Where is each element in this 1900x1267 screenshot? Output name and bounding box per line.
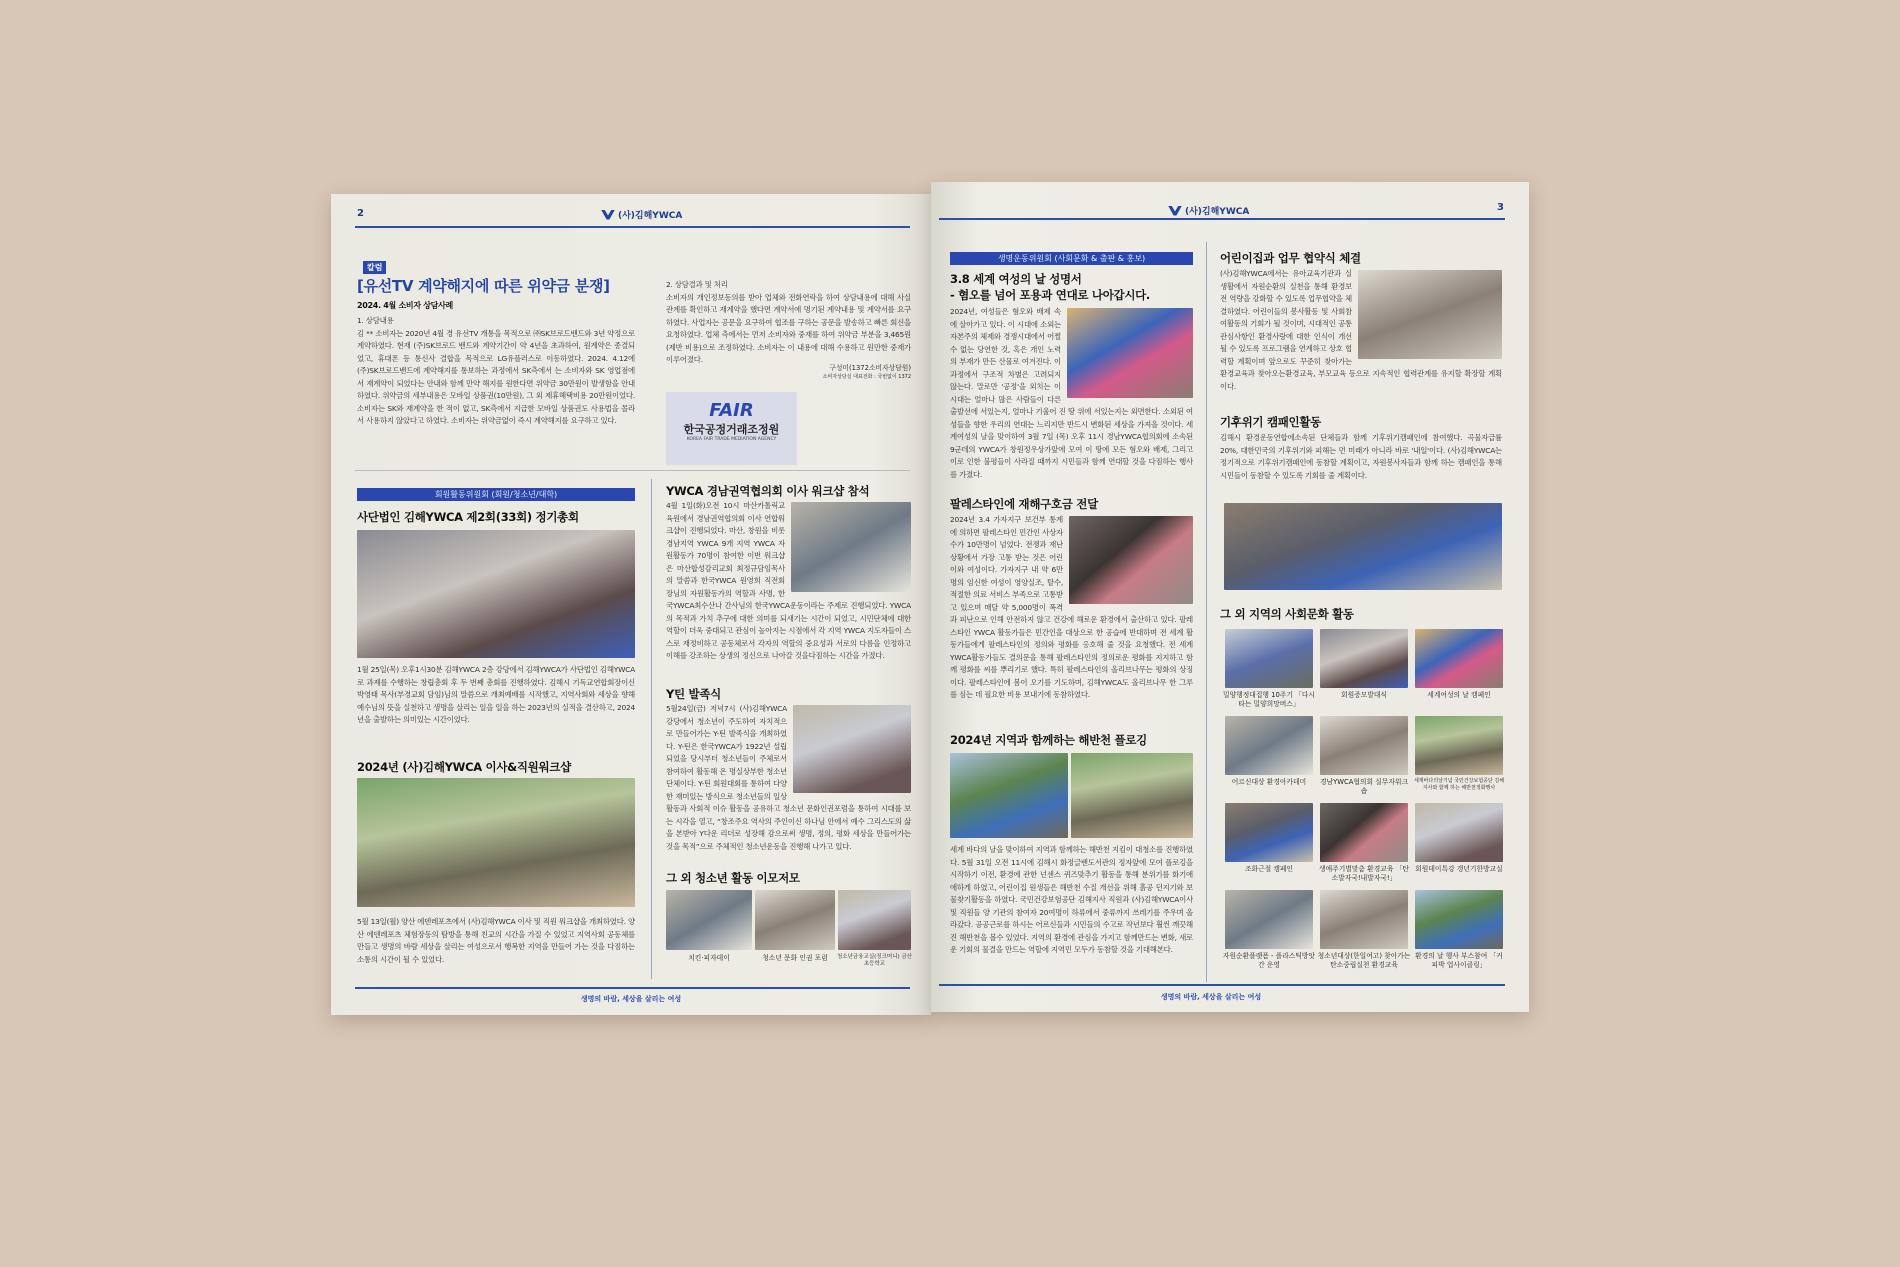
article-block (666, 703, 911, 853)
article-block (950, 306, 1193, 481)
article-body: (사)김해YWCA에서는 유아교육기관과 실생활에서 자원순환의 실천을 통해 환경보전 역량을 강화할 수 있도록 업무협약을 체결하였다. 어린이들의 봉사활동 및 사회참여활동의 기회가 될 것이며, 시대적인 공통 관심사항인 환경사랑에 대한 인식이 개선될 수 있도록 프로그램을 연계하고 상호 협력할 계획이며 앞으로도 꾸준히 찾아가는 환경교육과 찾아오는환경교육, 부모교육 등으로 지속적인 협력관계를 유지할 확장할 계획이다. (1220, 269, 1502, 391)
photo-caption: 세계바다의날기념 국민건강보험공단 김해지사와 함께 하는 해반천정화행사 (1413, 778, 1505, 791)
logo-text: (사)김해YWCA (618, 211, 683, 221)
column-badge: 칼럼 (363, 261, 386, 274)
page-number: 2 (357, 208, 364, 219)
activity-photo (1415, 803, 1503, 862)
photo-caption: 경남YWCA협의회 실무자워크숍 (1319, 778, 1409, 795)
activity-photo (1225, 890, 1313, 949)
ywca-emblem-icon (601, 210, 615, 220)
article-title: 그 외 청소년 활동 이모저모 (666, 871, 800, 885)
article-body: 1월 25일(목) 오후1시30분 김해YWCA 2층 강당에서 김해YWCA가 사단법인 김해YWCA로 과제를 수행하는 창립총회 후 두 번째 총회를 진행하였다. 김해시 기독교연합회장이신 박영태 목사(부경교회 담임)님의 말씀으로 개최예배를 시작했고, 지역사회와 세상을 향해 예수님의 뜻을 실천하고 생명을 살리는 일을 일을 하는 2023년의 실적을 결산하고, 2024년을 출발하는 의미있는 시간이었다. (357, 665, 635, 724)
footer-slogan: 생명의 바람, 세상을 살리는 여성 (1160, 993, 1262, 1001)
article-title: 그 외 지역의 사회문화 활동 (1220, 607, 1354, 621)
column-divider (651, 479, 652, 979)
section-1-body: 김 ** 소비자는 2020년 4월 경 유선TV 개통을 목적으로 ㈜SK브로드밴드와 3년 약정으로 계약하였다. 현재 (주)SK브로드 밴드와 계약기간이 약 4년을 초과하여, 원계약은 종결되었고, 휴대폰 등 통신사 결합을 목적으로 LG유플러스로 이동하였다. 2024. 4.12에 (주)SK브로드밴드에 계약해지를 통보하는 과정에서 SK측에서 는 소비자와 SK 영업점에서 재계약이 되었다는 안내와 함께 만약 해지를 원한다면 위약금 30만원이 발생함을 안내하였다. 위약금의 세부내용은 모바일 상품권(10만원), 그 외 제휴혜택비용 20만원이었다. 소비자는 SK와 재계약을 한 적이 없고, SK측에서 지급한 모바일 상품권도 사용법을 몰라서 사용하지 않았다고 하였다. 소비자는 위약금없이 즉시 계약해지를 요구하고 있다. (357, 328, 635, 425)
section-1 (357, 315, 635, 428)
activity-photo (1415, 716, 1503, 775)
photo-caption: 자원순환플랫폼 - 플라스틱방앗간 운영 (1222, 952, 1316, 969)
header-rule (355, 226, 910, 228)
y-teen-photo (793, 705, 911, 793)
hotline: 소비자상담실 대표전화 : 국번없이 1372 (822, 374, 911, 380)
fair-name: 한국공정거래조정원 (683, 423, 780, 436)
photo-caption: 청소년금융교실(징크머니) 금산초등학교 (836, 954, 913, 967)
activity-photo (1320, 803, 1408, 862)
activity-photo (1320, 890, 1408, 949)
footer-slogan: 생명의 바람, 세상을 살리는 여성 (580, 995, 682, 1003)
article-subtitle: - 혐오를 넘어 포용과 연대로 나아갑시다. (950, 288, 1151, 302)
article-title: YWCA 경남권역협의회 이사 워크샵 참석 (666, 484, 870, 498)
column-title: [유선TV 계약해지에 따른 위약금 분쟁] (357, 277, 610, 295)
article-body: 4월 1일(화)오전 10시 마산카톨릭교육원에서 경남권역협의회 이사 연합워크샵이 진행되었다. 마산, 창원을 비롯 경남지역 YWCA 9개 지역 YWCA 자원활동가 70명이 참여한 이번 워크샵은 마산합성감리교회 최정규담임목사의 말씀과 한국YWCA 원영희 직전회장님의 자원활동가의 역할과 사명, 한국YWCA최수산나 간사님의 한국YWCA운동이라는 주제로 진행되었다. YWCA의 목적과 가치 추구에 대한 의미를 되새기는 시간이 되었고, 시민단체에 대한 역할이 더욱 중대되고 관심이 높아지는 시점에서 각 지역 YWCA 지도자들이 스스로 재정비하고 공동체로서 각자의 역할의 중요성과 서로의 다름을 인정하고 이해를 강조하는 상생의 정신으로 나아갈 것을다짐하는 시간을 가졌다. (666, 501, 911, 660)
article-title: 기후위기 캠패인활동 (1220, 415, 1321, 429)
photo-caption: 청소년대상(한일여고) 찾아가는 탄소중립실천 환경교육 (1317, 952, 1411, 969)
photo-caption: 밀양행정대집행 10주기 「다시타는 밀양희망버스」 (1223, 691, 1315, 708)
agreement-photo (1358, 270, 1502, 359)
fair-eng: KOREA FAIR TRADE MEDIATION AGENCY (686, 437, 777, 442)
page-number: 3 (1497, 202, 1504, 213)
article-block (666, 500, 911, 663)
palestine-photo (1069, 516, 1193, 604)
climate-campaign-photo (1224, 503, 1502, 590)
photo-caption: 청소년 문화 인권 포럼 (762, 954, 828, 962)
footer-rule (355, 987, 910, 989)
youth-photo (666, 890, 752, 950)
plogging-photo (950, 753, 1068, 838)
photo-caption: 환경의 날 행사 부스참여 「커피박 업사이클링」 (1415, 952, 1503, 969)
column-author (711, 364, 911, 382)
divider (355, 470, 910, 471)
fair-logo (666, 392, 797, 465)
photo-caption: 어르신대상 환경아카데미 (1231, 778, 1307, 786)
activity-photo (1225, 716, 1313, 775)
left-page (331, 194, 931, 1015)
workshop-photo (357, 778, 635, 907)
right-page (931, 182, 1529, 1012)
activity-photo (1225, 629, 1313, 688)
article-block (1220, 268, 1502, 393)
article-body: 2024년 3.4 가자지구 보건부 통계에 의하면 팔레스타인 민간인 사상자 수가 10만명이 넘었다. 전쟁과 재난상황에서 가장 고통 받는 것은 어린이와 여성이다. 가자지구 내 약 6만 명의 임신한 여성이 영양실조, 탈수, 적절한 의료 서비스 부족으로 고통받고 있으며 매달 약 5,000명이 폭격과 피난으로 인해 안전하지 않고 건강에 해로운 환경에서 출산하고 있다. 팔레스타인 YWCA 활동가들은 민간인을 대상으로 한 공습에 반대하며 전 세계 활동가들에게 팔레스타인의 정의와 평화를 옹호해 줄 것을 요청했다. 전 세계 YWCA활동가들도 결의문을 통해 팔레스타인의 정의로운 평화를 지지하고 함께 평화를 씨를 뿌리기로 했다. 특히 팔레스타인의 올리브나무는 평화의 상징이다. 팔레스타인에 봄이 오기를 기도하며, 김해YWCA도 올리브나무 한 그루를 심는 데 필요한 비용 보내기에 동참하였다. (950, 515, 1193, 699)
section-2 (666, 279, 911, 367)
header-rule (939, 218, 1505, 220)
author-name: 구성미(1372소비자상담원) (829, 364, 911, 372)
footer-rule (939, 984, 1505, 986)
article-block (950, 514, 1193, 702)
article-title: 2024년 (사)김해YWCA 이사&직원워크샵 (357, 760, 571, 774)
youth-photo (755, 890, 835, 950)
section-1-heading: 1. 상담내용 (357, 316, 394, 325)
ywca-emblem-icon (1168, 206, 1182, 216)
article-title: 사단법인 김해YWCA 제2회(33회) 정기총회 (357, 510, 579, 524)
article-body: 5월 13일(월) 양산 에덴레포츠에서 (사)김해YWCA 이사 및 직원 워크샵을 개최하였다. 양산 에덴레포츠 체험장동의 탐방을 통해 친교의 시간을 가질 수 있었고 지역사회 공동체를 만들고 생명의 바람 세상을 살리는 여성으로서 행복한 지역을 만들어 가는 것을 다짐하는 소통의 시간이 될 수 있었다. (357, 917, 635, 964)
photo-caption: 세계여성의 날 캠페인 (1427, 691, 1491, 699)
photo-caption: 회원데이특강 갱년기한방교실 (1415, 865, 1503, 873)
fair-mark: FAIR (709, 400, 754, 421)
committee-bar: 회원활동위원회 (회원/청소년/대학) (357, 488, 635, 501)
youth-photo (838, 890, 911, 950)
section-2-body: 소비자의 개인정보동의를 받아 업체와 전화연락을 하여 상담내용에 대해 사실관계를 확인하고 재계약을 했다면 계약서에 명기된 계약내용 및 계약서를 요구하였다. 사업자는 공문을 요구하여 협조를 구하는 공문을 발송하고 빠른 회신을 요청하였다. 업체 측에서는 먼저 소비자와 중재를 하여 위약금 부분을 3,465원(제반 비용)으로 조정하였다. 소비자는 이 내용에 대해 수용하고 원만한 중재가 이루어졌다. (666, 292, 911, 364)
photo-caption: 생애주기별맞춤 환경교육 「탄소발자국!내발자국!」 (1319, 865, 1409, 882)
section-2-heading: 2. 상담결과 및 처리 (666, 280, 728, 289)
column-subtitle: 2024. 4월 소비자 상담사례 (357, 301, 453, 310)
activity-photo (1415, 890, 1503, 949)
activity-photo (1320, 629, 1408, 688)
general-assembly-photo (357, 530, 635, 658)
article-body: 2024년, 여성들은 혐오와 배제 속에 살아가고 있다. 이 시대에 소외는 자본주의 체제와 경쟁시대에서 어쩔 수 없는 당연한 것, 혹은 개인 노력의 부재가 만든 산물로 여겨진다. 이 과정에서 구조적 차별은 고려되지 않는다. 말로만 '공정'을 외치는 이 시대는 얼마나 많은 사람들이 다른 출발선에 서있는지, 얼마나 기울어 진 땅 위에 서있는지는 외면한다. 소외된 여성들을 향한 우리의 연대는 느리지만 반드시 변화된 세상을 가져올 것이다. 세계여성의 날을 맞이하여 3월 7일 (목) 오후 11시 경남YWCA협의회에 소속된 9군데의 YWCA가 창원정우상가앞에 모여 이 땅에 모든 혐오와 배제, 그리고 이로 인한 불평들이 사라질 때까지 시민들과 함께 연대할 것을 다짐하는 행사를 가졌다. (950, 307, 1193, 479)
logo-text: (사)김해YWCA (1185, 207, 1250, 217)
activity-photo (1415, 629, 1503, 688)
activity-photo (1320, 716, 1408, 775)
column-divider (1206, 242, 1207, 982)
photo-caption: 회원증모발대식 (1341, 691, 1387, 699)
article-body: 김해시 환경운동연합에소속된 단체들과 함께 기후위기캠패인에 참여했다. 곡물자급률 20%, 대한민국의 기후위기와 피해는 먼 미래가 아니라 바로 '내일'이다. (사)김해YWCA는 정기적으로 기후위기캠패인에 동참할 계획이고, 자원봉사자들과 함께 하는 캠패인을 통해 시민들이 동참할 수 있도록 기회를 줄 계획이다. (1220, 433, 1502, 480)
womens-day-photo (1067, 308, 1193, 398)
photo-caption: 조화근절 캠페인 (1244, 865, 1294, 873)
article-body: 세계 바다의 날을 맞이하여 지역과 함께하는 해반천 지킴이 대청소를 진행하였다. 5월 31일 오전 11시에 김해시 화정글밴도서관의 정자앞에 모여 플로깅을 시작하기 이전, 환경에 관한 넌센스 퀴즈맞추기 활동을 통해 분위기를 화기애애하게 하였고, 어린이집 원생들은 해반천 수질 개선을 위해 흙공 던지기와 보물찾기활동을 하였다. 국민건강보험공단 김해지사 직원과 (사)김해YWCA이사 및 직원들 양 기관의 참여자 20여명이 하류에서 중류까지 쓰레기를 주우며 올라갔다. 공공근로를 하시는 어르신들과 시민들의 수고로 작년보다 훨씬 깨끗해진 해반천을 볼수 있었다. 지역의 환경에 관심을 가지고 함께만드는 변화, 새로운 기회의 물결을 만드는 역할에 지역민 모두가 동참할 것을 기대해본다. (950, 845, 1193, 954)
article-title: 3.8 세계 여성의 날 성명서 (950, 272, 1082, 286)
ywca-logo (1168, 204, 1249, 217)
article-title: 어린이집과 업무 협약식 체결 (1220, 251, 1361, 265)
article-title: 2024년 지역과 함께하는 해반천 플로깅 (950, 733, 1147, 747)
article-title: 팔레스타인에 재해구호금 전달 (950, 497, 1098, 511)
photo-caption: 치킨·피자데이 (688, 954, 730, 962)
committee-bar: 생명운동위원회 (사회문화 & 출판 & 홍보) (950, 252, 1193, 265)
activity-photo (1225, 803, 1313, 862)
regional-workshop-photo (791, 502, 911, 592)
article-title: Y틴 발족식 (666, 687, 721, 701)
article-body: 5월24일(금) 저녁7시 (사)김해YWCA 강당에서 청소년이 주도하여 자치적으로 만들어가는 Y-틴 발족식을 개최하였다. Y-틴은 한국YWCA가 1922년 설립 되었을 당시부터 청소년들이 주체로서 참여하여 활동해 온 명실상부한 청소년 단체이다. Y-틴 회원대회를 통하여 다양한 재미있는 방식으로 청소년들의 일상 활동과 사회적 이슈 활동을 공유하고 청소년 문화인권포럼을 통하여 시대를 보는 시각을 열고, “창조주요 역사의 주인이신 하나님 안에서 예수 그리스도의 삶을 본받아 Y다운 리더로 성장해 감으로써 생명, 정의, 평화 세상을 만들어가는 것을 목적”으로 주체적인 청소년운동을 진행해 나가고 있다. (666, 704, 911, 851)
plogging-photo (1071, 753, 1193, 838)
ywca-logo (601, 208, 682, 221)
